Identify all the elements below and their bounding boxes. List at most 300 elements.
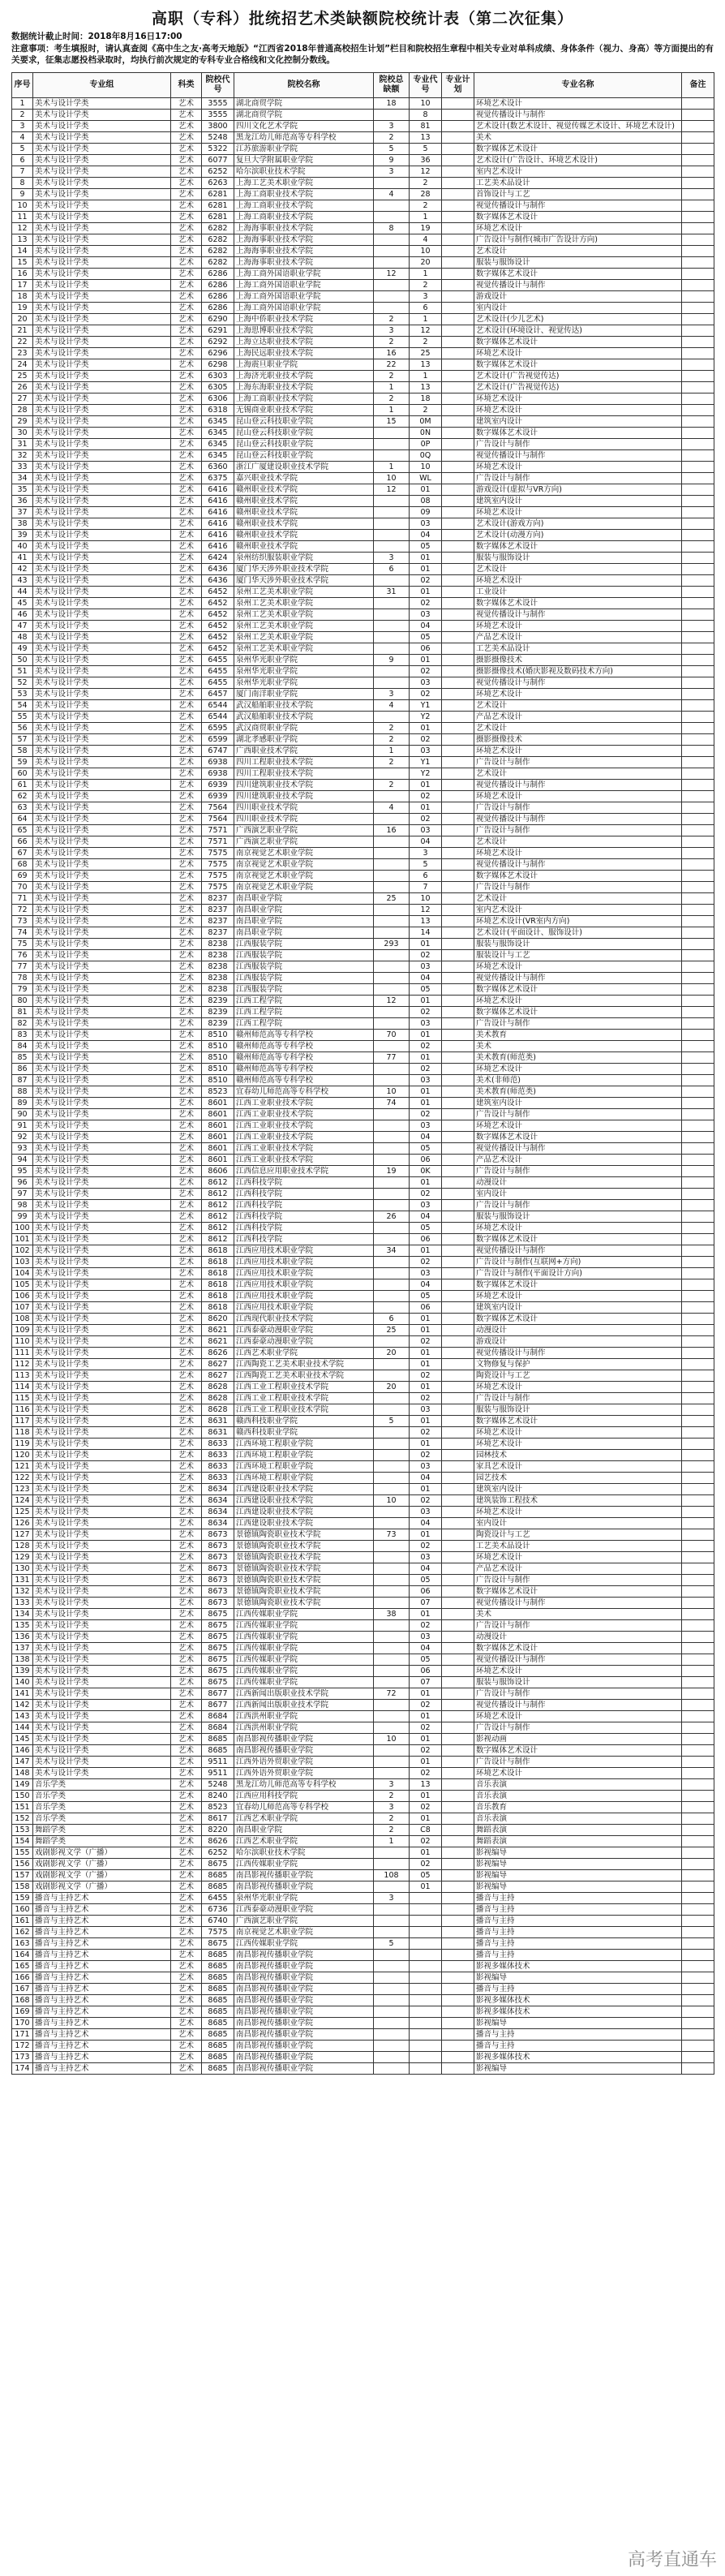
cell-major-name: 音乐表演 <box>474 1779 682 1791</box>
cell-remark <box>682 1666 714 1677</box>
cell-group: 美术与设计学类 <box>33 1722 171 1734</box>
cell-major-plan <box>442 2006 474 2018</box>
cell-category: 艺术 <box>171 1052 202 1064</box>
cell-category: 艺术 <box>171 1518 202 1529</box>
table-row <box>12 564 714 575</box>
cell-school-code: 8675 <box>202 1666 234 1677</box>
cell-school-code: 3555 <box>202 98 234 110</box>
cell-school-code: 8523 <box>202 1802 234 1813</box>
cell-school-vacancy <box>374 1234 410 1245</box>
cell-group: 美术与设计学类 <box>33 1075 171 1086</box>
cell-major-code: 01 <box>410 1382 442 1393</box>
cell-major-name: 数字媒体艺术设计 <box>474 1643 682 1654</box>
cell-school-name: 江西传媒职业学院 <box>234 1859 374 1870</box>
table-row <box>12 1859 714 1870</box>
cell-major-name: 广告设计与制作 <box>474 1757 682 1768</box>
cell-major-name: 园艺技术 <box>474 1473 682 1484</box>
cell-category: 艺术 <box>171 1950 202 1961</box>
cell-school-code: 6452 <box>202 621 234 632</box>
table-row <box>12 234 714 246</box>
cell-category: 艺术 <box>171 1586 202 1598</box>
cell-remark <box>682 1109 714 1120</box>
cell-school-code: 6455 <box>202 666 234 677</box>
cell-school-vacancy <box>374 1950 410 1961</box>
cell-group: 播音与主持艺术 <box>33 1938 171 1950</box>
cell-seq: 3 <box>12 121 33 132</box>
table-row <box>12 2041 714 2052</box>
cell-major-code: 0P <box>410 439 442 450</box>
cell-major-plan <box>442 871 474 882</box>
cell-school-name: 上海工艺美术职业学院 <box>234 178 374 189</box>
cell-seq: 1 <box>12 98 33 110</box>
cell-group: 美术与设计学类 <box>33 893 171 905</box>
cell-major-plan <box>442 189 474 200</box>
table-row <box>12 961 714 973</box>
cell-group: 美术与设计学类 <box>33 1336 171 1348</box>
cell-group: 美术与设计学类 <box>33 280 171 291</box>
cell-group: 舞蹈学类 <box>33 1825 171 1836</box>
table-row <box>12 1609 714 1620</box>
cell-major-code: 13 <box>410 382 442 393</box>
table-row <box>12 973 714 984</box>
cell-group: 美术与设计学类 <box>33 973 171 984</box>
cell-remark <box>682 916 714 927</box>
cell-major-name: 视觉传播设计与制作 <box>474 450 682 462</box>
cell-school-code: 6416 <box>202 507 234 518</box>
cell-school-code: 8510 <box>202 1030 234 1041</box>
cell-remark <box>682 257 714 269</box>
cell-school-name: 复旦大学附属职业学院 <box>234 155 374 166</box>
cell-remark <box>682 1507 714 1518</box>
cell-major-code: 05 <box>410 1223 442 1234</box>
cell-major-plan <box>442 1575 474 1586</box>
cell-school-code: 6416 <box>202 496 234 507</box>
cell-major-plan <box>442 1950 474 1961</box>
cell-seq: 43 <box>12 575 33 587</box>
cell-seq: 101 <box>12 1234 33 1245</box>
table-row <box>12 314 714 325</box>
cell-school-vacancy <box>374 871 410 882</box>
cell-seq: 111 <box>12 1348 33 1359</box>
cell-seq: 135 <box>12 1620 33 1632</box>
cell-group: 美术与设计学类 <box>33 121 171 132</box>
cell-category: 艺术 <box>171 1870 202 1881</box>
cell-remark <box>682 530 714 541</box>
cell-group: 美术与设计学类 <box>33 200 171 212</box>
cell-seq: 160 <box>12 1904 33 1916</box>
cell-major-name: 工业设计 <box>474 587 682 598</box>
table-row <box>12 1791 714 1802</box>
cell-school-vacancy: 18 <box>374 98 410 110</box>
cell-group: 美术与设计学类 <box>33 1507 171 1518</box>
cell-major-plan <box>442 1995 474 2006</box>
cell-category: 艺术 <box>171 587 202 598</box>
cell-seq: 124 <box>12 1495 33 1507</box>
cell-school-code: 6452 <box>202 609 234 621</box>
cell-school-vacancy <box>374 1257 410 1268</box>
cell-seq: 106 <box>12 1291 33 1302</box>
cell-group: 美术与设计学类 <box>33 155 171 166</box>
cell-major-name: 数字媒体艺术设计 <box>474 269 682 280</box>
cell-school-vacancy <box>374 1586 410 1598</box>
cell-seq: 42 <box>12 564 33 575</box>
cell-school-vacancy: 8 <box>374 223 410 234</box>
table-row <box>12 905 714 916</box>
cell-major-name: 视觉传播设计与制作 <box>474 1700 682 1711</box>
cell-major-name: 艺术设计 <box>474 700 682 712</box>
cell-school-vacancy <box>374 178 410 189</box>
cell-school-vacancy <box>374 450 410 462</box>
cell-school-code: 8673 <box>202 1563 234 1575</box>
table-row <box>12 2018 714 2029</box>
cell-remark <box>682 1143 714 1155</box>
cell-major-code: 5 <box>410 144 442 155</box>
cell-major-code: 03 <box>410 518 442 530</box>
cell-group: 美术与设计学类 <box>33 269 171 280</box>
cell-school-code: 8238 <box>202 939 234 950</box>
cell-category: 艺术 <box>171 1984 202 1995</box>
cell-major-code: 01 <box>410 1030 442 1041</box>
cell-school-vacancy <box>374 1916 410 1927</box>
cell-major-name: 环境艺术设计 <box>474 507 682 518</box>
cell-major-code <box>410 1995 442 2006</box>
cell-major-plan <box>442 564 474 575</box>
cell-school-name: 宜春幼儿师范高等专科学校 <box>234 1086 374 1098</box>
cell-school-code: 6298 <box>202 359 234 371</box>
cell-category: 艺术 <box>171 1211 202 1223</box>
cell-school-code: 6318 <box>202 405 234 416</box>
cell-category: 艺术 <box>171 598 202 609</box>
table-row <box>12 939 714 950</box>
cell-major-name: 广告设计与制作 <box>474 439 682 450</box>
cell-school-code: 6595 <box>202 723 234 734</box>
cell-seq: 37 <box>12 507 33 518</box>
cell-remark <box>682 575 714 587</box>
cell-seq: 162 <box>12 1927 33 1938</box>
table-row <box>12 1768 714 1779</box>
cell-category: 艺术 <box>171 1598 202 1609</box>
cell-major-name: 视觉传播设计与制作 <box>474 973 682 984</box>
cell-major-name: 环境艺术设计 <box>474 575 682 587</box>
cell-category: 艺术 <box>171 200 202 212</box>
cell-group: 美术与设计学类 <box>33 1518 171 1529</box>
cell-major-plan <box>442 1166 474 1177</box>
cell-remark <box>682 632 714 643</box>
cell-school-vacancy: 9 <box>374 155 410 166</box>
table-row <box>12 1518 714 1529</box>
cell-major-plan <box>442 1552 474 1563</box>
cell-major-plan <box>442 1132 474 1143</box>
cell-school-name: 泉州华光职业学院 <box>234 666 374 677</box>
cell-major-name: 广告设计与制作 <box>474 1018 682 1030</box>
cell-group: 美术与设计学类 <box>33 1132 171 1143</box>
cell-major-name: 产品艺术设计 <box>474 1155 682 1166</box>
cell-major-code: 10 <box>410 98 442 110</box>
cell-school-code: 8685 <box>202 1734 234 1745</box>
cell-major-plan <box>442 700 474 712</box>
cell-group: 美术与设计学类 <box>33 518 171 530</box>
cell-group: 美术与设计学类 <box>33 1234 171 1245</box>
cell-seq: 148 <box>12 1768 33 1779</box>
cell-school-vacancy: 5 <box>374 144 410 155</box>
table-row <box>12 700 714 712</box>
cell-major-plan <box>442 530 474 541</box>
cell-school-name: 江西传媒职业学院 <box>234 1632 374 1643</box>
cell-seq: 29 <box>12 416 33 428</box>
cell-major-name: 舞蹈表演 <box>474 1836 682 1847</box>
cell-major-name: 环境艺术设计 <box>474 348 682 359</box>
cell-category: 艺术 <box>171 734 202 746</box>
cell-category: 艺术 <box>171 1768 202 1779</box>
header-seq: 序号 <box>12 73 33 98</box>
cell-major-code: 06 <box>410 1666 442 1677</box>
cell-school-vacancy <box>374 1302 410 1314</box>
cell-school-vacancy <box>374 1518 410 1529</box>
cell-major-code: 13 <box>410 1779 442 1791</box>
cell-major-plan <box>442 1200 474 1211</box>
cell-major-code <box>410 1938 442 1950</box>
cell-remark <box>682 1529 714 1541</box>
cell-school-code: 8618 <box>202 1245 234 1257</box>
table-row <box>12 405 714 416</box>
cell-major-name: 艺术设计 <box>474 893 682 905</box>
cell-category: 艺术 <box>171 1314 202 1325</box>
cell-school-code: 8685 <box>202 1881 234 1893</box>
cell-major-code: 03 <box>410 1507 442 1518</box>
cell-major-code: 02 <box>410 1700 442 1711</box>
cell-school-name: 江西工业职业技术学院 <box>234 1109 374 1120</box>
cell-major-code: 01 <box>410 723 442 734</box>
cell-major-code <box>410 1961 442 1972</box>
cell-major-name: 数字媒体艺术设计 <box>474 1132 682 1143</box>
cell-school-code: 8628 <box>202 1404 234 1416</box>
cell-school-name: 南昌影视传播职业学院 <box>234 1950 374 1961</box>
cell-seq: 117 <box>12 1416 33 1427</box>
cell-group: 美术与设计学类 <box>33 223 171 234</box>
cell-seq: 26 <box>12 382 33 393</box>
cell-major-name: 环境艺术设计 <box>474 1711 682 1722</box>
cell-major-plan <box>442 1529 474 1541</box>
cell-major-name: 艺术设计(少儿艺术) <box>474 314 682 325</box>
cell-school-name: 江西工程学院 <box>234 1018 374 1030</box>
cell-major-plan <box>442 768 474 780</box>
cell-group: 美术与设计学类 <box>33 1223 171 1234</box>
cell-school-name: 赣州职业技术学院 <box>234 484 374 496</box>
cell-school-name: 广西职业技术学院 <box>234 746 374 757</box>
table-row <box>12 462 714 473</box>
cell-major-code: 03 <box>410 677 442 689</box>
cell-category: 艺术 <box>171 666 202 677</box>
cell-seq: 143 <box>12 1711 33 1722</box>
cell-category: 艺术 <box>171 280 202 291</box>
table-row <box>12 1314 714 1325</box>
cell-seq: 114 <box>12 1382 33 1393</box>
cell-seq: 33 <box>12 462 33 473</box>
table-row <box>12 1961 714 1972</box>
cell-major-name: 产品艺术设计 <box>474 632 682 643</box>
cell-school-vacancy: 6 <box>374 1314 410 1325</box>
cell-category: 艺术 <box>171 1143 202 1155</box>
cell-school-vacancy: 2 <box>374 734 410 746</box>
cell-remark <box>682 473 714 484</box>
cell-seq: 122 <box>12 1473 33 1484</box>
cell-group: 美术与设计学类 <box>33 98 171 110</box>
cell-group: 美术与设计学类 <box>33 802 171 814</box>
cell-category: 艺术 <box>171 189 202 200</box>
cell-seq: 100 <box>12 1223 33 1234</box>
cell-category: 艺术 <box>171 1893 202 1904</box>
cell-seq: 153 <box>12 1825 33 1836</box>
table-row <box>12 496 714 507</box>
cell-group: 美术与设计学类 <box>33 1200 171 1211</box>
cell-remark <box>682 1563 714 1575</box>
table-row <box>12 1007 714 1018</box>
cell-group: 美术与设计学类 <box>33 1609 171 1620</box>
cell-major-code: 10 <box>410 462 442 473</box>
cell-category: 艺术 <box>171 1155 202 1166</box>
cell-category: 艺术 <box>171 2018 202 2029</box>
cell-school-name: 南京视觉艺术职业学院 <box>234 848 374 859</box>
cell-school-vacancy: 72 <box>374 1688 410 1700</box>
cell-major-plan <box>442 723 474 734</box>
cell-school-vacancy <box>374 2052 410 2063</box>
cell-school-vacancy <box>374 1075 410 1086</box>
cell-remark <box>682 2063 714 2075</box>
cell-school-name: 上海工商职业技术学院 <box>234 212 374 223</box>
cell-remark <box>682 1052 714 1064</box>
cell-major-plan <box>442 1257 474 1268</box>
cell-school-vacancy <box>374 1847 410 1859</box>
cell-major-name: 陶瓷设计与工艺 <box>474 1370 682 1382</box>
cell-group: 音乐学类 <box>33 1813 171 1825</box>
cell-major-name: 产品艺术设计 <box>474 1563 682 1575</box>
cell-remark <box>682 643 714 655</box>
cell-major-code: 05 <box>410 541 442 553</box>
cell-seq: 8 <box>12 178 33 189</box>
cell-remark <box>682 961 714 973</box>
cell-seq: 112 <box>12 1359 33 1370</box>
cell-major-name: 数字媒体艺术设计 <box>474 337 682 348</box>
cell-school-vacancy <box>374 1041 410 1052</box>
cell-category: 艺术 <box>171 337 202 348</box>
cell-major-name: 音乐表演 <box>474 1813 682 1825</box>
cell-remark <box>682 746 714 757</box>
cell-school-name: 上海工商职业技术学院 <box>234 189 374 200</box>
cell-school-vacancy <box>374 1007 410 1018</box>
cell-group: 美术与设计学类 <box>33 1563 171 1575</box>
cell-school-name: 南昌职业学院 <box>234 916 374 927</box>
cell-school-name: 江西建设职业技术学院 <box>234 1518 374 1529</box>
cell-school-code: 6281 <box>202 189 234 200</box>
cell-category: 艺术 <box>171 1552 202 1563</box>
cell-category: 艺术 <box>171 621 202 632</box>
table-row <box>12 473 714 484</box>
cell-major-code: 01 <box>410 1177 442 1189</box>
cell-major-name: 环境艺术设计 <box>474 393 682 405</box>
cell-remark <box>682 155 714 166</box>
cell-major-plan <box>442 1461 474 1473</box>
cell-school-name: 南昌影视传播职业学院 <box>234 1984 374 1995</box>
cell-school-name: 湖北孝感职业学院 <box>234 734 374 746</box>
cell-major-code: 04 <box>410 973 442 984</box>
cell-group: 美术与设计学类 <box>33 621 171 632</box>
cell-major-code: 02 <box>410 1768 442 1779</box>
cell-category: 艺术 <box>171 802 202 814</box>
cell-major-code: 05 <box>410 984 442 996</box>
cell-major-plan <box>442 1916 474 1927</box>
cell-major-name: 美术教育 <box>474 1030 682 1041</box>
cell-school-name: 江西应用技术职业学院 <box>234 1302 374 1314</box>
cell-major-name: 环境艺术设计 <box>474 98 682 110</box>
cell-seq: 73 <box>12 916 33 927</box>
cell-group: 美术与设计学类 <box>33 1734 171 1745</box>
cell-seq: 85 <box>12 1052 33 1064</box>
cell-major-name: 环境艺术设计 <box>474 1382 682 1393</box>
cell-category: 艺术 <box>171 1722 202 1734</box>
cell-seq: 15 <box>12 257 33 269</box>
cell-group: 舞蹈学类 <box>33 1836 171 1847</box>
table-row <box>12 1620 714 1632</box>
cell-major-name: 建筑室内设计 <box>474 496 682 507</box>
cell-seq: 150 <box>12 1791 33 1802</box>
cell-school-code: 8626 <box>202 1348 234 1359</box>
cell-seq: 32 <box>12 450 33 462</box>
cell-school-name: 江西传媒职业学院 <box>234 1609 374 1620</box>
cell-major-plan <box>442 518 474 530</box>
cell-school-name: 黑龙江幼儿师范高等专科学校 <box>234 132 374 144</box>
cell-category: 艺术 <box>171 2052 202 2063</box>
table-row <box>12 1893 714 1904</box>
cell-remark <box>682 428 714 439</box>
table-row <box>12 2063 714 2075</box>
cell-remark <box>682 950 714 961</box>
cell-major-plan <box>442 609 474 621</box>
cell-school-name: 上海思博职业技术学院 <box>234 325 374 337</box>
cell-school-name: 江西泰豪动漫职业学院 <box>234 1336 374 1348</box>
cell-school-name: 四川工程职业技术学院 <box>234 768 374 780</box>
cell-school-vacancy <box>374 848 410 859</box>
table-row <box>12 507 714 518</box>
cell-remark <box>682 1700 714 1711</box>
cell-major-name: 艺术设计(游戏方向) <box>474 518 682 530</box>
table-row <box>12 110 714 121</box>
cell-major-code: Y2 <box>410 712 442 723</box>
cell-school-name: 景德镇陶瓷职业技术学院 <box>234 1598 374 1609</box>
cell-seq: 157 <box>12 1870 33 1881</box>
cell-category: 艺术 <box>171 1268 202 1279</box>
cell-school-vacancy: 4 <box>374 802 410 814</box>
cell-group: 美术与设计学类 <box>33 1575 171 1586</box>
cell-remark <box>682 768 714 780</box>
cell-remark <box>682 1268 714 1279</box>
cell-major-code: 3 <box>410 848 442 859</box>
cell-major-plan <box>442 303 474 314</box>
cell-group: 美术与设计学类 <box>33 666 171 677</box>
cell-school-name: 江西艺术职业学院 <box>234 1836 374 1847</box>
cell-seq: 109 <box>12 1325 33 1336</box>
cell-major-name: 播音与主持 <box>474 1916 682 1927</box>
cell-category: 艺术 <box>171 1302 202 1314</box>
table-row <box>12 780 714 791</box>
cell-major-name: 影视多媒体技术 <box>474 2052 682 2063</box>
table-row <box>12 132 714 144</box>
table-header <box>12 73 714 98</box>
table-row <box>12 1586 714 1598</box>
cell-school-name: 上海海事职业技术学院 <box>234 223 374 234</box>
cell-school-name: 江西建设职业技术学院 <box>234 1495 374 1507</box>
cell-major-plan <box>442 405 474 416</box>
cell-seq: 51 <box>12 666 33 677</box>
